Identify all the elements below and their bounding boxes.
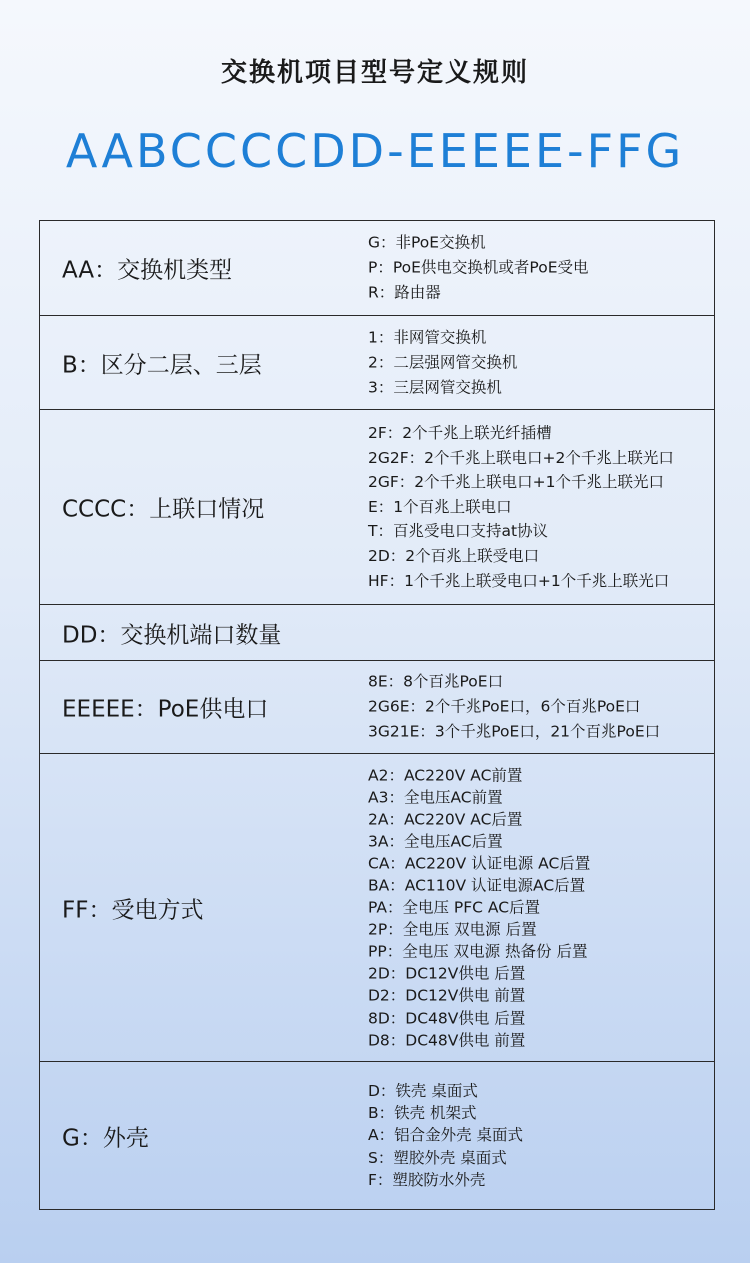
option-item: 2G6E：2个千兆PoE口，6个百兆PoE口 xyxy=(368,697,641,716)
row-label: EEEEE：PoE供电口 xyxy=(62,696,269,723)
option-item: D8：DC48V供电 前置 xyxy=(368,1031,526,1050)
row-switch-type xyxy=(40,221,714,315)
option-list xyxy=(368,231,589,306)
row-label: B：区分二层、三层 xyxy=(62,352,262,378)
option-item: CA：AC220V 认证电源 AC后置 xyxy=(368,854,591,873)
row-housing xyxy=(40,1061,714,1209)
option-list xyxy=(368,421,674,593)
option-item: D：铁壳 桌面式 xyxy=(368,1081,478,1100)
option-list xyxy=(368,670,660,745)
option-item: 3A：全电压AC后置 xyxy=(368,832,503,851)
option-item: 2D：2个百兆上联受电口 xyxy=(368,546,540,565)
option-item: BA：AC110V 认证电源AC后置 xyxy=(368,876,586,895)
option-item: R：路由器 xyxy=(368,283,441,302)
row-label: FF：受电方式 xyxy=(62,897,204,923)
row-poe xyxy=(40,660,714,753)
option-item: 2：二层强网管交换机 xyxy=(368,353,518,371)
option-item: E：1个百兆上联电口 xyxy=(368,497,512,516)
option-item: D2：DC12V供电 前置 xyxy=(368,986,526,1005)
option-list xyxy=(368,325,517,400)
option-item: 3：三层网管交换机 xyxy=(368,378,502,396)
row-label: AA：交换机类型 xyxy=(62,257,233,284)
option-item: 3G21E：3个千兆PoE口，21个百兆PoE口 xyxy=(368,722,661,741)
option-item: 2A：AC220V AC后置 xyxy=(368,810,523,829)
option-list xyxy=(368,1079,523,1191)
option-item: 1：非网管交换机 xyxy=(368,328,487,346)
row-label: G：外壳 xyxy=(62,1125,149,1151)
option-item: PA：全电压 PFC AC后置 xyxy=(368,898,541,917)
spec-table xyxy=(39,220,715,1210)
option-item: 8E：8个百兆PoE口 xyxy=(368,672,504,691)
option-item: P：PoE供电交换机或者PoE受电 xyxy=(368,258,589,277)
option-item: S：塑胶外壳 桌面式 xyxy=(368,1148,507,1167)
option-item: 2GF：2个千兆上联电口+1个千兆上联光口 xyxy=(368,473,664,492)
option-item: 2P：全电压 双电源 后置 xyxy=(368,920,537,939)
row-layer xyxy=(40,315,714,409)
option-item: F：塑胶防水外壳 xyxy=(368,1171,486,1190)
row-port-count xyxy=(40,604,714,660)
model-code: AABCCCCDD-EEEEE-FFG xyxy=(65,124,685,178)
option-item: 2D：DC12V供电 后置 xyxy=(368,964,526,983)
option-item: B：铁壳 机架式 xyxy=(368,1103,477,1122)
option-item: G：非PoE交换机 xyxy=(368,233,486,252)
page-title: 交换机项目型号定义规则 xyxy=(220,58,529,88)
option-item: PP：全电压 双电源 热备份 后置 xyxy=(368,942,588,961)
option-item: 2F：2个千兆上联光纤插槽 xyxy=(368,423,552,442)
option-item: HF：1个千兆上联受电口+1个千兆上联光口 xyxy=(368,571,670,590)
option-list xyxy=(368,764,590,1051)
row-label: CCCC：上联口情况 xyxy=(62,496,265,523)
row-label: DD：交换机端口数量 xyxy=(62,622,282,648)
option-item: A：铝合金外壳 桌面式 xyxy=(368,1126,524,1145)
option-item: A2：AC220V AC前置 xyxy=(368,765,523,784)
option-item: T：百兆受电口支持at协议 xyxy=(368,522,549,541)
row-power xyxy=(40,753,714,1061)
row-uplink xyxy=(40,409,714,604)
option-item: 2G2F：2个千兆上联电口+2个千兆上联光口 xyxy=(368,448,674,467)
option-item: A3：全电压AC前置 xyxy=(368,787,503,806)
option-item: 8D：DC48V供电 后置 xyxy=(368,1008,526,1027)
